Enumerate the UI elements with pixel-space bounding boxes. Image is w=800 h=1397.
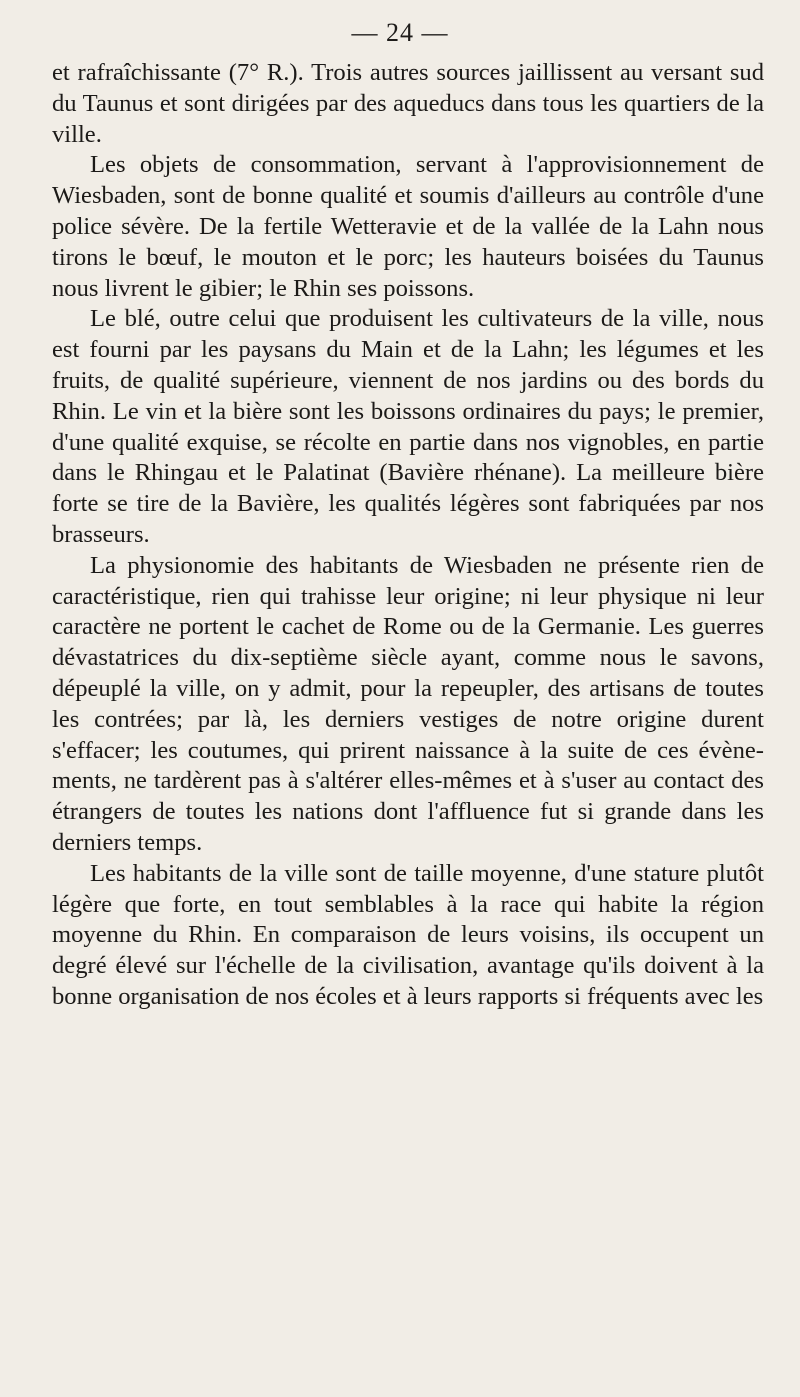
paragraph-water-sources: et rafraîchissante (7° R.). Trois autres sources jaillissent au versant sud du Taunus et sont dirigées par des aqueducs dans tous les quartiers de la ville. bbox=[52, 59, 764, 148]
paragraph-grain-wine-beer: Le blé, outre celui que produisent les cultivateurs de la ville, nous est fourni par les paysans du Main et de la Lahn; les légumes et les fruits, de qualité supérieure, viennent de nos jardins ou des bords du Rhin. Le vin et la bière sont les boissons ordinaires du pays; le premier, d'une qualité exquise, se récolte en partie dans nos vignobles, en partie dans le Rhingau et le Palatinat (Bavière rhénane). La meilleure bière forte se tire de la Bavière, les qualités légères sont fabriquées par nos brasseurs. bbox=[52, 305, 764, 548]
paragraph-food-supply: Les objets de consommation, servant à l'approvisionnement de Wiesbaden, sont de bonne qualité et soumis d'ailleurs au contrôle d'une police sévère. De la fertile Wetteravie et de la vallée de la Lahn nous tirons le bœuf, le mouton et le porc; les hauteurs boisées du Taunus nous livrent le gibier; le Rhin ses poissons. bbox=[52, 151, 764, 302]
paragraph-physiognomy: La physionomie des habitants de Wiesbaden ne présente rien de caractéristique, rien qui trahisse leur origine; ni leur physique ni leur caractère ne portent le cachet de Rome ou de la Germanie. Les guerres dévastatrices du dix-septième siècle ayant, comme nous le savons, dépeuplé la ville, on y admit, pour la repeupler, des artisans de toutes les contrées; par là, les derniers vestiges de notre origine durent s'effacer; les coutumes, qui prirent naissance à la suite de ces évène-ments, ne tardèrent pas à s'altérer elles-mêmes et à s'user au contact des étrangers de toutes les nations dont l'affluence fut si grande dans les derniers temps. bbox=[52, 551, 764, 856]
body-text bbox=[52, 58, 764, 1013]
page-number: — 24 — bbox=[351, 18, 449, 47]
paragraph-inhabitants: Les habitants de la ville sont de taille moyenne, d'une stature plutôt légère que forte, en tout semblables à la race qui habite la région moyenne du Rhin. En comparaison de leurs voisins, ils occupent un degré élevé sur l'échelle de la civilisation, avantage qu'ils doivent à la bonne organisation de nos écoles et à leurs rapports si fréquents avec les bbox=[52, 859, 764, 1010]
